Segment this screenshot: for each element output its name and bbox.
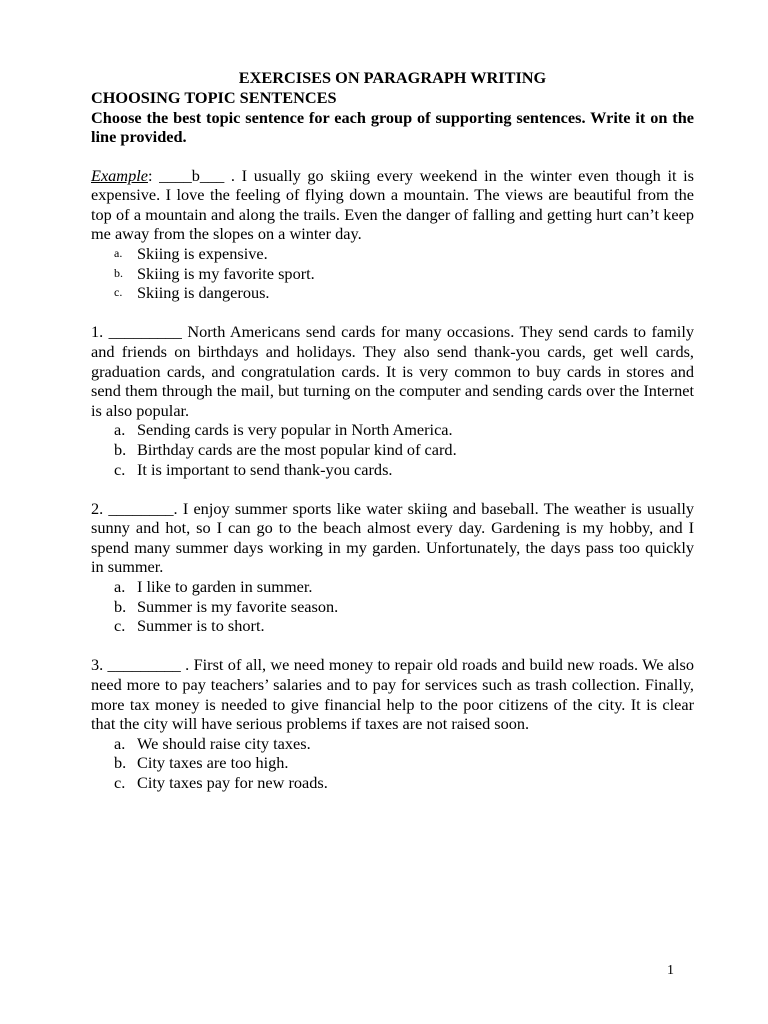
option-letter: c. — [114, 616, 126, 636]
exercise-2-options — [91, 577, 694, 636]
exercise-2-option-b — [91, 597, 694, 617]
example-label: Example — [91, 165, 148, 185]
exercise-2-paragraph: 2. ________. I enjoy summer sports like water skiing and baseball. The weather is usually sunny and hot, so I can go to the beach almost every day. Gardening is my hobby, and I spend many summer days working in my garden. Unfortunately, the days pass too quickly in summer. — [91, 498, 694, 577]
option-letter: c. — [114, 459, 126, 479]
option-letter: b. — [114, 596, 127, 616]
option-text: Summer is my favorite season. — [137, 596, 339, 616]
exercise-1 — [91, 322, 694, 479]
option-text: Skiing is my favorite sport. — [137, 263, 315, 283]
option-text: It is important to send thank-you cards. — [137, 459, 393, 479]
exercise-1-option-a — [91, 420, 694, 440]
exercise-1-option-c — [91, 460, 694, 480]
example-answer-blank: ____b___ — [159, 165, 225, 185]
example-option-c — [91, 283, 694, 303]
exercise-3-option-a — [91, 734, 694, 754]
spacer — [91, 303, 694, 323]
option-text: City taxes pay for new roads. — [137, 773, 328, 792]
spacer — [91, 479, 694, 499]
example-text: . I usually go skiing every weekend in the winter even though it is expensive. I love the feeling of flying down a mountain. The views are beautiful from the top of a mountain and along the trails. Even the danger of falling and getting hurt can’t keep me away from the slopes on a winter day. — [91, 165, 694, 244]
exercise-1-paragraph: 1. _________ North Americans send cards for many occasions. They send cards to family and friends on birthdays and holidays. They also send thank-you cards, get well cards, graduation cards, and congratulation cards. It is very common to buy cards in stores and send them through the mail, but turning on the computer and sending cards over the Internet is also popular. — [91, 322, 694, 420]
option-text: Skiing is expensive. — [137, 243, 268, 263]
example-paragraph — [91, 166, 694, 244]
exercise-2 — [91, 499, 694, 636]
document-title: EXERCISES ON PARAGRAPH WRITING — [238, 68, 547, 87]
option-letter: a. — [114, 733, 126, 753]
example-colon: : — [147, 165, 160, 185]
page-number: 1 — [667, 963, 674, 978]
option-letter: c. — [114, 773, 126, 792]
option-letter: b. — [114, 753, 127, 773]
option-letter: b. — [114, 439, 127, 459]
option-letter: a. — [114, 420, 126, 440]
option-text: Skiing is dangerous. — [137, 283, 270, 303]
option-text: Birthday cards are the most popular kind of card. — [137, 439, 457, 459]
exercise-1-options — [91, 420, 694, 479]
exercise-1-option-b — [91, 440, 694, 460]
instructions: Choose the best topic sentence for each group of supporting sentences. Write it on the line provided. — [91, 108, 694, 146]
example-exercise — [91, 166, 694, 303]
exercise-3-option-c — [91, 773, 694, 793]
option-letter: a. — [114, 577, 126, 597]
example-options — [91, 244, 694, 303]
document-page — [91, 68, 694, 793]
exercise-3-options — [91, 734, 694, 793]
option-text: We should raise city taxes. — [137, 733, 311, 753]
exercise-3-option-b — [91, 753, 694, 773]
exercise-2-option-c — [91, 616, 694, 636]
option-text: Summer is to short. — [137, 616, 265, 636]
exercise-3-paragraph: 3. _________ . First of all, we need money to repair old roads and build new roads. We also need more to pay teachers’ salaries and to pay for services such as trash collection. Finally, more tax money is needed to give financial help to the poor citizens of the city. It is clear that the city will have serious problems if taxes are not raised soon. — [91, 655, 694, 734]
spacer — [91, 636, 694, 656]
exercise-3 — [91, 655, 694, 792]
example-option-a — [91, 244, 694, 264]
exercise-2-option-a — [91, 577, 694, 597]
option-letter: b. — [114, 265, 123, 280]
option-letter: c. — [114, 285, 123, 300]
example-option-b — [91, 264, 694, 284]
option-text: City taxes are too high. — [137, 753, 289, 773]
option-letter: a. — [114, 245, 123, 260]
section-subtitle: CHOOSING TOPIC SENTENCES — [91, 88, 337, 107]
spacer — [91, 146, 694, 166]
option-text: I like to garden in summer. — [137, 577, 313, 597]
option-text: Sending cards is very popular in North America. — [137, 420, 453, 440]
